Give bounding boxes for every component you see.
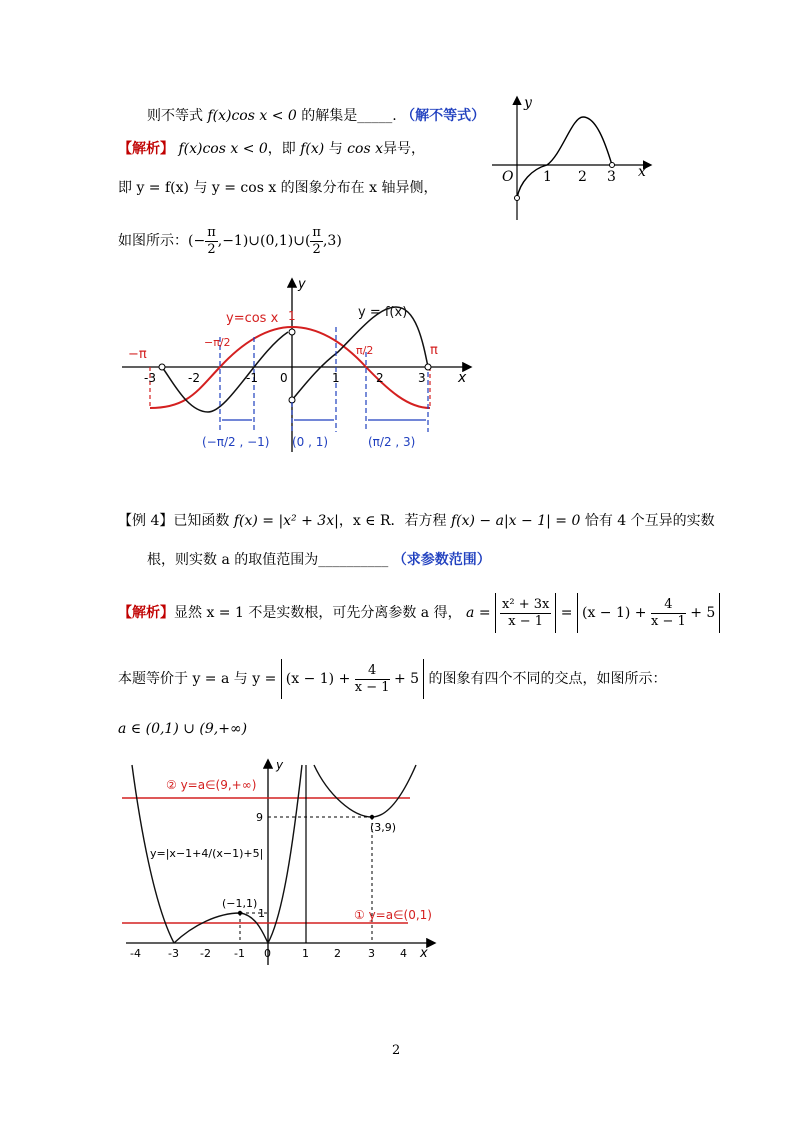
- text: (−: [188, 233, 206, 249]
- text: 根，则实数 a 的取值范围为__________: [147, 552, 389, 568]
- tick-label: 4: [400, 947, 407, 960]
- text: 异号，: [382, 141, 425, 157]
- cos-label: y=cos x: [226, 311, 279, 326]
- point-label: (3,9): [370, 821, 397, 834]
- tick-label: 2: [578, 169, 587, 185]
- fraction: $\frac{\pi}{2}$: [312, 224, 321, 257]
- text: 如图所示：: [118, 233, 188, 249]
- text: 显然 x = 1 不是实数根，可先分离参数 a 得，: [174, 605, 462, 621]
- function-def: f(x) = |x² + 3x|: [233, 513, 339, 529]
- y-label: y: [524, 95, 532, 111]
- open-point: [159, 364, 165, 370]
- point-label: (−1,1): [222, 897, 258, 910]
- topic-tag: （求参数范围）: [392, 552, 491, 568]
- tick-label: 1: [543, 169, 552, 185]
- curve: [517, 117, 612, 198]
- abs-expr: (x − 1) + $\frac{4}{x - 1}$ + 5: [577, 593, 720, 633]
- f-label: y = f(x): [358, 305, 408, 320]
- small-function-graph: [480, 92, 660, 222]
- a-eq: a =: [466, 605, 491, 621]
- text: 的图象有四个不同的交点，如图所示：: [428, 671, 667, 687]
- curve-far-right: [314, 765, 416, 817]
- function-label: y=|x−1+4/(x−1)+5|: [150, 847, 264, 860]
- answer-line: [118, 719, 247, 739]
- text: 即 y = f(x) 与 y = cos x 的图象分布在 x 轴异侧，: [118, 180, 438, 196]
- tick-label: -2: [200, 947, 211, 960]
- tick-label: -1: [234, 947, 245, 960]
- open-point: [289, 329, 295, 335]
- solution-4: [118, 593, 720, 633]
- topic-tag: （解不等式）: [401, 108, 486, 124]
- answer: a ∈ (0,1) ∪ (9,+∞): [118, 721, 248, 737]
- tick-label: 3: [607, 169, 616, 185]
- cosx: cos x: [347, 141, 383, 157]
- line-2-label: ② y=a∈(9,+∞): [166, 778, 257, 792]
- text: ，即: [267, 141, 296, 157]
- tick-label: 3: [368, 947, 375, 960]
- equivalence-line: [118, 659, 667, 699]
- text: 的解集是_____.: [301, 108, 397, 124]
- text: ,3): [322, 233, 342, 249]
- one-label: 1: [258, 907, 265, 920]
- interval-label: (π/2 , 3): [368, 435, 416, 449]
- text: 本题等价于 y = a 与 y =: [118, 671, 277, 687]
- tick-label: -3: [168, 947, 179, 960]
- text: 则不等式: [147, 108, 203, 124]
- solution-label: 【解析】: [118, 141, 174, 157]
- tick-label: 3: [418, 371, 426, 385]
- text: ，x ∈ R．若方程: [338, 513, 447, 529]
- example-4-line-1: [118, 511, 715, 531]
- curve-hump: [174, 913, 268, 943]
- text: =: [560, 605, 573, 621]
- pi-label: π: [430, 343, 438, 358]
- fraction: $\frac{\pi}{2}$: [207, 224, 216, 257]
- x-label: x: [420, 946, 428, 961]
- tick-label: 2: [376, 371, 384, 385]
- tick-label: 0: [280, 371, 288, 385]
- line-1-label: ① y=a∈(0,1): [354, 908, 432, 922]
- open-point: [610, 163, 615, 168]
- cos-and-f-graph: [118, 272, 478, 457]
- interval-label: (−π/2 , −1): [202, 435, 270, 449]
- inequality: f(x)cos x < 0: [178, 141, 268, 157]
- text: ,−1)∪(0,1)∪(: [217, 233, 311, 249]
- x-label: x: [638, 164, 646, 180]
- min-point: [370, 815, 374, 819]
- open-point: [425, 364, 431, 370]
- half-pi-label: π/2: [356, 344, 374, 357]
- tick-label: -2: [188, 371, 200, 385]
- neg-pi-label: −π: [128, 347, 147, 362]
- interval-label: (0 , 1): [292, 435, 329, 449]
- tick-label: 2: [334, 947, 341, 960]
- solution-line-1: [118, 139, 425, 159]
- text: 与: [328, 141, 343, 157]
- solution-label: 【解析】: [118, 605, 174, 621]
- abs-expr: $\frac{\text{x² + 3x}}{x - 1}$: [495, 593, 556, 633]
- abs-expr: (x − 1) + $\frac{4}{x - 1}$ + 5: [281, 659, 424, 699]
- nine-label: 9: [256, 811, 263, 824]
- equation: f(x) − a|x − 1| = 0: [450, 513, 581, 529]
- text: 【例 4】已知函数: [118, 513, 230, 529]
- question-fragment: [147, 106, 485, 126]
- y-label: y: [298, 277, 306, 292]
- page-number: 2: [392, 1043, 401, 1058]
- curve-right: [268, 765, 302, 943]
- fx: f(x): [300, 141, 325, 157]
- parameter-graph: [118, 755, 443, 970]
- neg-half-pi-label: −π/2: [204, 336, 231, 349]
- inequality: f(x)cos x < 0: [207, 108, 297, 124]
- tick-label: 1: [302, 947, 309, 960]
- origin-label: O: [502, 169, 514, 185]
- y-label: y: [276, 758, 284, 772]
- open-point: [515, 196, 520, 201]
- tick-label: -3: [144, 371, 156, 385]
- solution-line-3: [118, 224, 342, 258]
- max-point: [238, 911, 242, 915]
- tick-label: 1: [332, 371, 340, 385]
- x-label: x: [458, 370, 467, 386]
- tick-label: -1: [246, 371, 258, 385]
- example-4-line-2: [147, 550, 491, 570]
- tick-label: -4: [130, 947, 141, 960]
- tick-label: 0: [264, 947, 271, 960]
- text: 恰有 4 个互异的实数: [584, 513, 715, 529]
- solution-line-2: [118, 178, 437, 198]
- one-label: 1: [288, 309, 296, 323]
